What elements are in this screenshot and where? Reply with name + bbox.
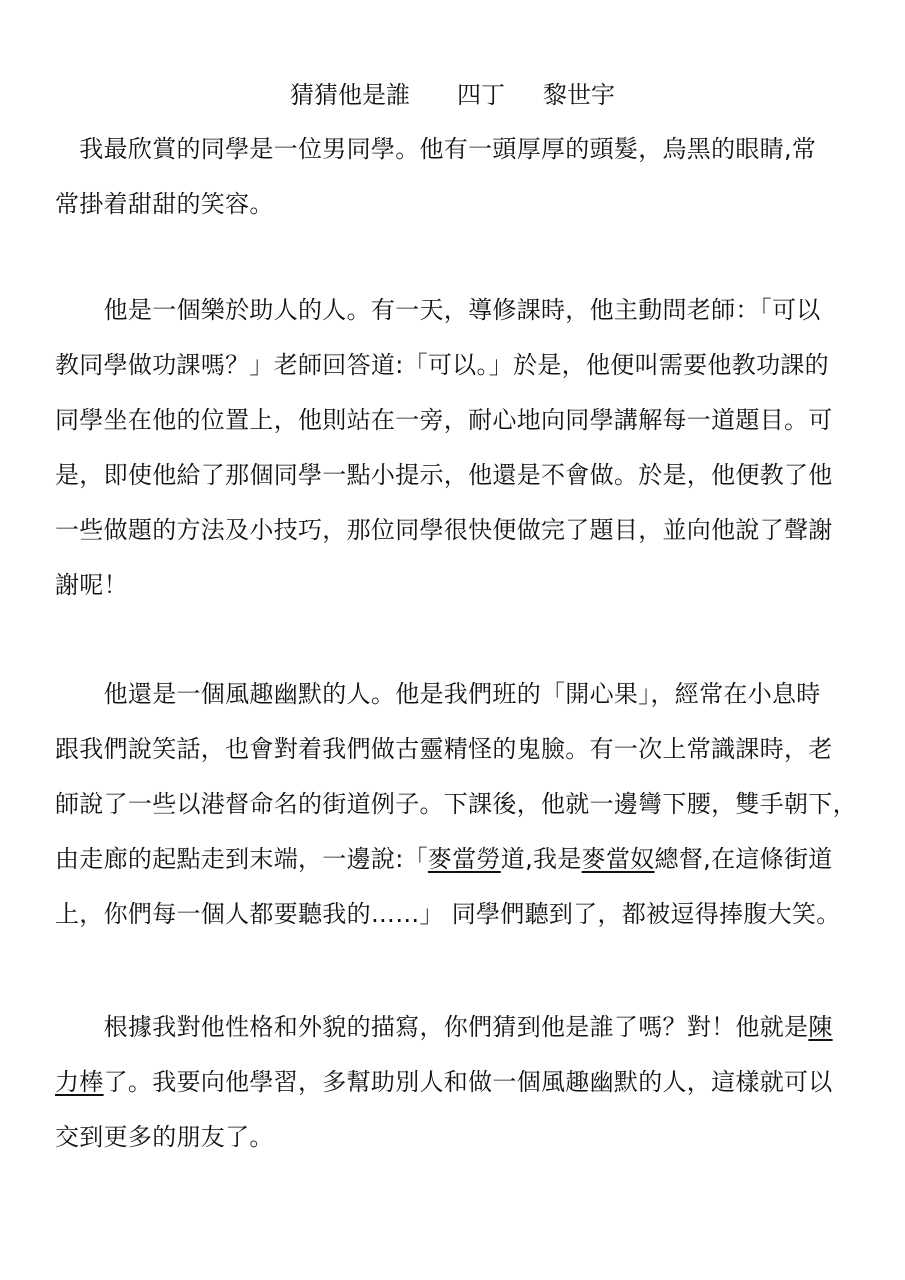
underlined-name: 陳 xyxy=(808,1013,833,1041)
text-segment: 教同學做功課嗎？」老師回答道:「可以。」於是，他便叫需要他教功課的 xyxy=(55,351,829,379)
paragraph-3-line-5 xyxy=(55,897,855,931)
paragraph-2-line-1 xyxy=(55,293,855,327)
paragraph-2-line-6 xyxy=(55,568,855,602)
text-segment: 謝呢！ xyxy=(55,571,128,599)
paragraph-3-line-4 xyxy=(55,842,855,876)
underlined-name: 麥當奴 xyxy=(581,845,655,873)
text-segment: 常掛着甜甜的笑容。 xyxy=(55,190,274,218)
text-segment: 師說了一些以港督命名的街道例子。下課後，他就一邊彎下腰，雙手朝下， xyxy=(55,790,857,818)
paragraph-2-line-5 xyxy=(55,513,855,547)
class-name: 四丁 xyxy=(457,81,505,109)
paragraph-3-line-2 xyxy=(55,732,855,766)
text-segment: 是，即使他給了那個同學一點小提示，他還是不會做。於是，他便教了他 xyxy=(55,461,833,489)
paragraph-3-line-3 xyxy=(55,787,855,821)
text-segment: 他是一個樂於助人的人。有一天，導修課時，他主動問老師：「可以 xyxy=(55,296,821,324)
text-segment: 他還是一個風趣幽默的人。他是我們班的「開心果」，經常在小息時 xyxy=(55,680,821,708)
author-name: 黎世宇 xyxy=(543,81,615,109)
text-segment: 根據我對他性格和外貌的描寫，你們猜到他是誰了嗎？對！他就是 xyxy=(55,1013,809,1041)
underlined-name: 力棒 xyxy=(55,1068,104,1096)
title-line xyxy=(0,78,905,112)
paragraph-2-line-4 xyxy=(55,458,855,492)
text-segment: 一些做題的方法及小技巧，那位同學很快便做完了題目，並向他說了聲謝 xyxy=(55,516,833,544)
text-segment: 道,我是 xyxy=(500,845,582,873)
text-segment: 交到更多的朋友了。 xyxy=(55,1123,274,1151)
paragraph-2-line-2 xyxy=(55,348,855,382)
text-segment: 我最欣賞的同學是一位男同學。他有一頭厚厚的頭髮，烏黑的眼睛,常 xyxy=(55,135,817,163)
paragraph-4-line-1 xyxy=(55,1010,855,1044)
essay-title: 猜猜他是誰 xyxy=(290,81,410,109)
paragraph-1-line-2 xyxy=(55,187,855,221)
paragraph-3-line-1 xyxy=(55,677,855,711)
paragraph-4-line-3 xyxy=(55,1120,855,1154)
paragraph-4-line-2 xyxy=(55,1065,855,1099)
underlined-name: 麥當勞 xyxy=(427,845,501,873)
text-segment: 了。我要向他學習，多幫助別人和做一個風趣幽默的人，這樣就可以 xyxy=(103,1068,833,1096)
text-segment: 跟我們說笑話，也會對着我們做古靈精怪的鬼臉。有一次上常識課時，老 xyxy=(55,735,833,763)
text-segment: 由走廊的起點走到末端，一邊說:「 xyxy=(55,845,428,873)
paragraph-2-line-3 xyxy=(55,403,855,437)
text-segment: 總督,在這條街道 xyxy=(654,845,833,873)
text-segment: 同學坐在他的位置上，他則站在一旁，耐心地向同學講解每一道題目。可 xyxy=(55,406,833,434)
text-segment: 上，你們每一個人都要聽我的……」 同學們聽到了，都被逗得捧腹大笑。 xyxy=(55,900,841,928)
paragraph-1-line-1 xyxy=(55,132,855,166)
